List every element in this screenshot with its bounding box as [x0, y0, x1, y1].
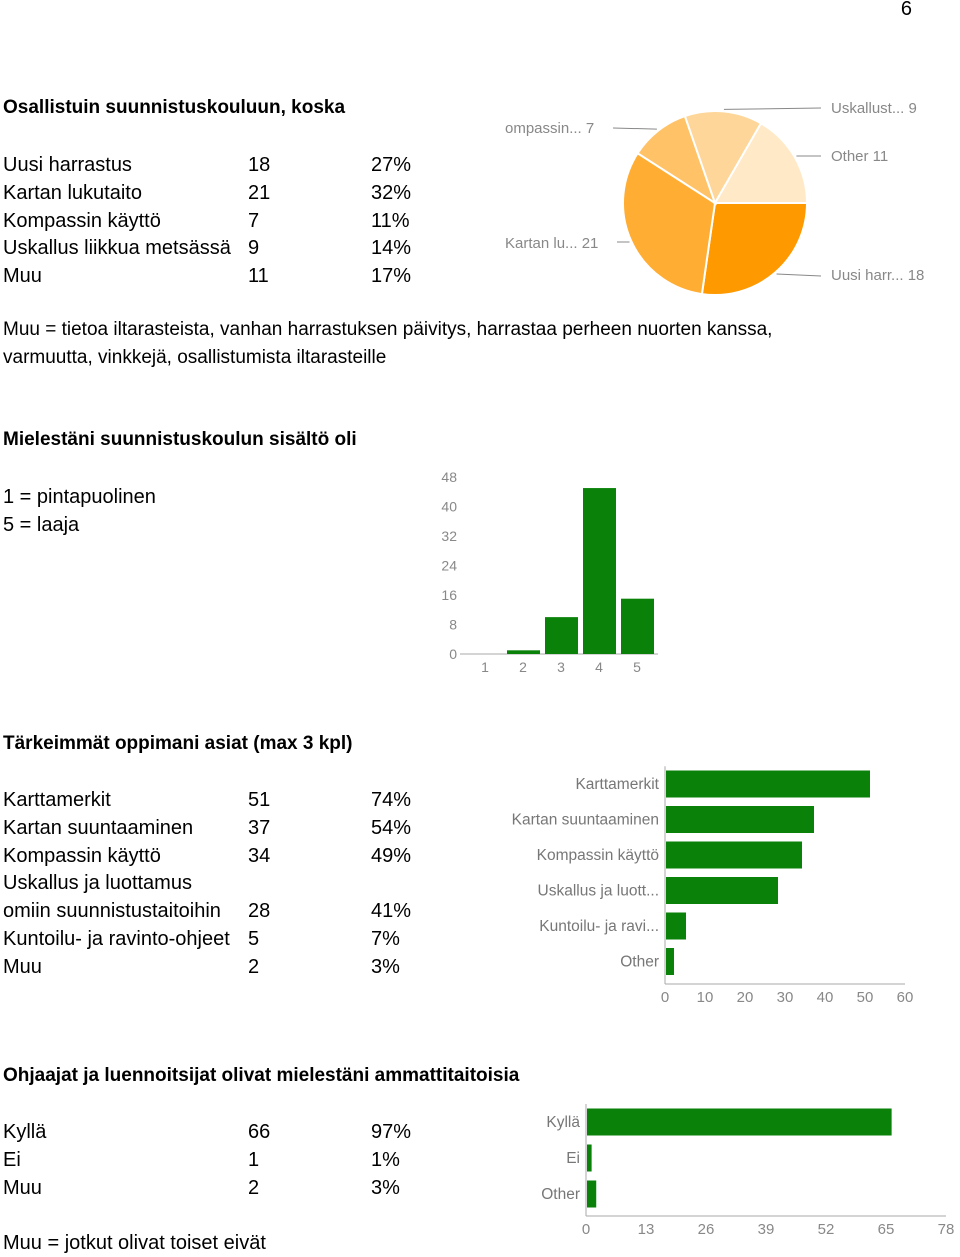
section1-note-line2: varmuutta, vinkkejä, osallistumista iltarasteille [3, 347, 387, 368]
row-count: 1 [248, 1148, 260, 1171]
row-percent: 3% [371, 1176, 400, 1199]
bar [587, 1181, 596, 1208]
row-percent: 11% [371, 209, 410, 232]
row-label: Kyllä [3, 1121, 47, 1143]
row-count: 34 [248, 844, 271, 867]
table-row [3, 897, 463, 925]
bar [666, 913, 686, 940]
category-label: Other [620, 953, 659, 971]
category-label: Kompassin käyttö [536, 847, 659, 864]
category-label: Karttamerkit [575, 776, 659, 793]
y-tick-label: 16 [441, 587, 457, 603]
x-tick-label: 4 [595, 659, 603, 675]
pie-label: Uskallust... 9 [831, 100, 917, 117]
x-tick-label: 40 [816, 989, 834, 1006]
row-label: Kompassin käyttö [3, 844, 161, 867]
scale-1-label: 1 = pintapuolinen [3, 486, 156, 508]
pie-chart [495, 90, 935, 310]
category-label: Uskallus ja luott... [537, 882, 659, 900]
table-row [3, 842, 463, 870]
table-row [3, 179, 463, 207]
row-percent: 97% [371, 1121, 412, 1143]
row-percent: 32% [371, 181, 412, 204]
row-label: Uskallus liikkua metsässä [3, 237, 231, 260]
bar [545, 617, 578, 654]
table-row [3, 1118, 463, 1146]
x-tick-label: 65 [877, 1221, 895, 1238]
row-percent: 3% [371, 955, 400, 978]
y-tick-label: 8 [449, 616, 457, 633]
row-percent: 14% [371, 237, 412, 260]
category-label: Kartan suuntaaminen [511, 811, 659, 829]
y-tick-label: 24 [441, 557, 457, 574]
row-percent: 1% [371, 1148, 400, 1171]
row-label: Kartan lukutaito [3, 181, 142, 204]
table-row [3, 814, 463, 842]
x-tick-label: 2 [519, 659, 527, 675]
bar [666, 806, 814, 833]
learned-bar-chart [480, 760, 940, 1010]
bar [587, 1145, 592, 1172]
row-label: Kompassin käyttö [3, 209, 161, 232]
row-label: Karttamerkit [3, 789, 111, 811]
category-label: Kuntoilu- ja ravi... [539, 918, 659, 935]
table-row [3, 1146, 463, 1174]
row-percent: 54% [371, 816, 412, 839]
row-count: 18 [248, 154, 271, 176]
category-label: Other [541, 1186, 580, 1203]
x-tick-label: 60 [896, 989, 914, 1006]
table-row [3, 262, 463, 290]
x-tick-label: 39 [757, 1221, 775, 1238]
x-tick-label: 10 [696, 989, 714, 1006]
table-row [3, 234, 463, 262]
scale-5-label: 5 = laaja [3, 514, 80, 536]
page-number: 6 [900, 0, 912, 20]
table-row [3, 953, 463, 981]
row-count: 21 [248, 181, 271, 204]
pie-label: ompassin... 7 [505, 120, 595, 137]
x-tick-label: 0 [660, 989, 670, 1006]
bar [666, 877, 778, 904]
pie-label: Uusi harr... 18 [831, 267, 925, 284]
row-count: 51 [248, 789, 271, 811]
table-row [3, 207, 463, 235]
y-tick-label: 40 [441, 498, 457, 515]
y-tick-label: 0 [449, 646, 457, 662]
category-label: Ei [566, 1150, 580, 1167]
row-label: Muu [3, 955, 42, 978]
section2-title: Mielestäni suunnistuskoulun sisältö oli [3, 429, 357, 450]
bar [666, 842, 802, 869]
table-row [3, 786, 463, 814]
row-label: Kuntoilu- ja ravinto-ohjeet [3, 928, 230, 950]
bar [587, 1109, 892, 1136]
x-tick-label: 50 [856, 989, 874, 1006]
pie-leader-line [724, 108, 821, 109]
row-label: Muu [3, 265, 42, 288]
row-count: 2 [248, 955, 260, 978]
row-count: 66 [248, 1121, 271, 1143]
pie-slice [702, 203, 807, 295]
row-count: 9 [248, 237, 260, 260]
bar [666, 948, 674, 975]
row-label: omiin suunnistustaitoihin [3, 900, 221, 923]
y-tick-label: 32 [441, 528, 457, 544]
pie-leader-line [613, 128, 657, 129]
row-label: Kartan suuntaaminen [3, 816, 194, 839]
instructors-bar-chart [520, 1100, 960, 1257]
x-tick-label: 20 [736, 989, 754, 1006]
x-tick-label: 1 [481, 659, 489, 675]
row-percent: 27% [371, 154, 412, 176]
row-label: Muu [3, 1176, 42, 1199]
x-tick-label: 13 [637, 1221, 655, 1238]
section4-title: Ohjaajat ja luennoitsijat olivat mielestäni ammattitaitoisia [3, 1065, 520, 1086]
bar [507, 650, 540, 654]
bar [583, 488, 616, 654]
row-percent: 41% [371, 900, 412, 923]
pie-leader-line [777, 274, 821, 276]
row-count: 2 [248, 1176, 260, 1199]
section3-title: Tärkeimmät oppimani asiat (max 3 kpl) [3, 733, 353, 754]
row-percent: 49% [371, 844, 412, 867]
section1-title: Osallistuin suunnistuskouluun, koska [3, 97, 346, 118]
table-row [3, 1174, 463, 1202]
row-count: 11 [248, 265, 269, 288]
row-label: Ei [3, 1148, 21, 1171]
row-percent: 7% [371, 928, 400, 950]
table-row [3, 151, 463, 179]
table-row [3, 869, 463, 897]
row-count: 5 [248, 928, 260, 950]
row-label: Uusi harrastus [3, 154, 132, 176]
bar [621, 599, 654, 654]
section1-note-line1: Muu = tietoa iltarasteista, vanhan harrastuksen päivitys, harrastaa perheen nuorten kanssa, [3, 319, 773, 340]
x-tick-label: 78 [937, 1221, 955, 1238]
y-tick-label: 48 [441, 469, 457, 485]
x-tick-label: 0 [581, 1221, 591, 1238]
row-count: 28 [248, 900, 271, 923]
x-tick-label: 52 [817, 1221, 835, 1238]
pie-label: Kartan lu... 21 [505, 235, 599, 252]
row-percent: 74% [371, 789, 412, 811]
pie-label: Other 11 [831, 148, 889, 165]
row-count: 7 [248, 209, 260, 232]
x-tick-label: 26 [697, 1221, 715, 1238]
row-label: Uskallus ja luottamus [3, 872, 192, 895]
table-row [3, 925, 463, 953]
category-label: Kyllä [546, 1114, 580, 1131]
bar [666, 771, 870, 798]
row-count: 37 [248, 816, 271, 839]
x-tick-label: 30 [776, 989, 794, 1006]
section4-note: Muu = jotkut olivat toiset eivät [3, 1232, 266, 1254]
x-tick-label: 5 [633, 659, 641, 675]
row-percent: 17% [371, 265, 412, 288]
rating-bar-chart [430, 462, 670, 687]
x-tick-label: 3 [557, 659, 565, 675]
